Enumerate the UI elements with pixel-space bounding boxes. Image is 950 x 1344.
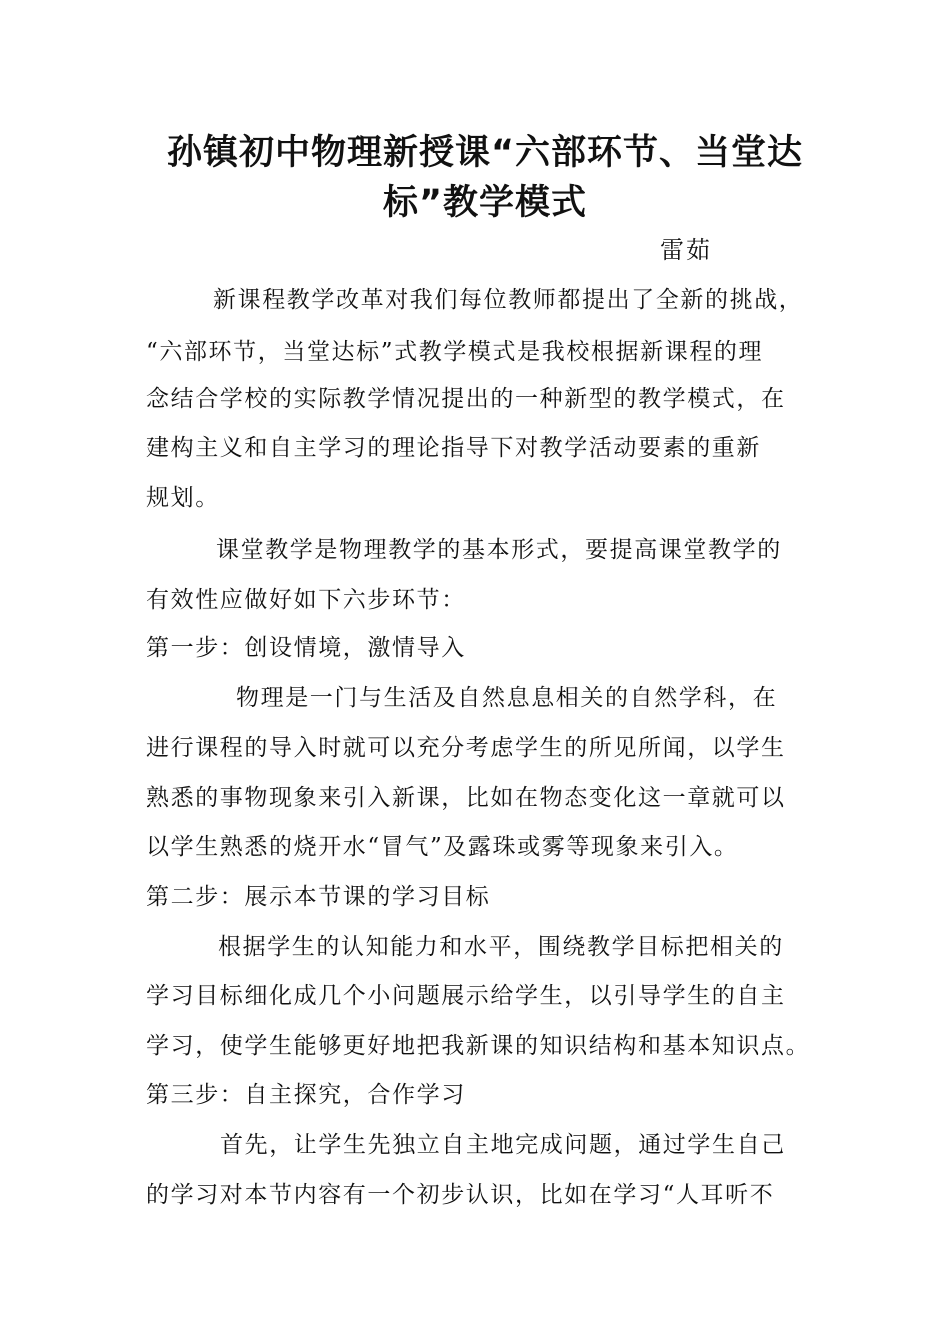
- paragraph-1-line-1: 新课程教学改革对我们每位教师都提出了全新的挑战，: [213, 287, 804, 313]
- paragraph-3-line-2: 进行课程的导入时就可以充分考虑学生的所见所闻，以学生: [146, 735, 786, 761]
- paragraph-1-line-5: 规划。: [146, 485, 220, 511]
- document-title-line-2: 标”教学模式: [382, 183, 587, 223]
- document-title-line-1: 孙镇初中物理新授课“六部环节、当堂达: [166, 133, 803, 173]
- step-2-heading: 第二步：展示本节课的学习目标: [146, 884, 491, 910]
- paragraph-1-line-2: “六部环节，当堂达标”式教学模式是我校根据新课程的理: [146, 339, 764, 365]
- step-1-heading: 第一步：创设情境，激情导入: [146, 635, 466, 661]
- paragraph-2-line-1: 课堂教学是物理教学的基本形式，要提高课堂教学的: [216, 537, 782, 563]
- paragraph-5-line-2: 的学习对本节内容有一个初步认识，比如在学习“人耳听不: [146, 1182, 775, 1208]
- paragraph-5-line-1: 首先，让学生先独立自主地完成问题，通过学生自己: [220, 1132, 786, 1158]
- paragraph-2-line-2: 有效性应做好如下六步环节：: [146, 587, 466, 613]
- paragraph-4-line-3: 学习，使学生能够更好地把我新课的知识结构和基本知识点。: [146, 1033, 811, 1059]
- paragraph-3-line-1: 物理是一门与生活及自然息息相关的自然学科，在: [236, 685, 778, 711]
- step-3-heading: 第三步：自主探究，合作学习: [146, 1082, 466, 1108]
- paragraph-3-line-3: 熟悉的事物现象来引入新课，比如在物态变化这一章就可以: [146, 785, 786, 811]
- paragraph-4-line-2: 学习目标细化成几个小问题展示给学生，以引导学生的自主: [146, 983, 786, 1009]
- paragraph-1-line-3: 念结合学校的实际教学情况提出的一种新型的教学模式，在: [146, 386, 786, 412]
- paragraph-4-line-1: 根据学生的认知能力和水平，围绕教学目标把相关的: [218, 934, 784, 960]
- paragraph-3-line-4: 以学生熟悉的烧开水“冒气”及露珠或雾等现象来引入。: [146, 834, 739, 860]
- paragraph-1-line-4: 建构主义和自主学习的理论指导下对教学活动要素的重新: [146, 435, 761, 461]
- author-name: 雷茹: [660, 236, 712, 264]
